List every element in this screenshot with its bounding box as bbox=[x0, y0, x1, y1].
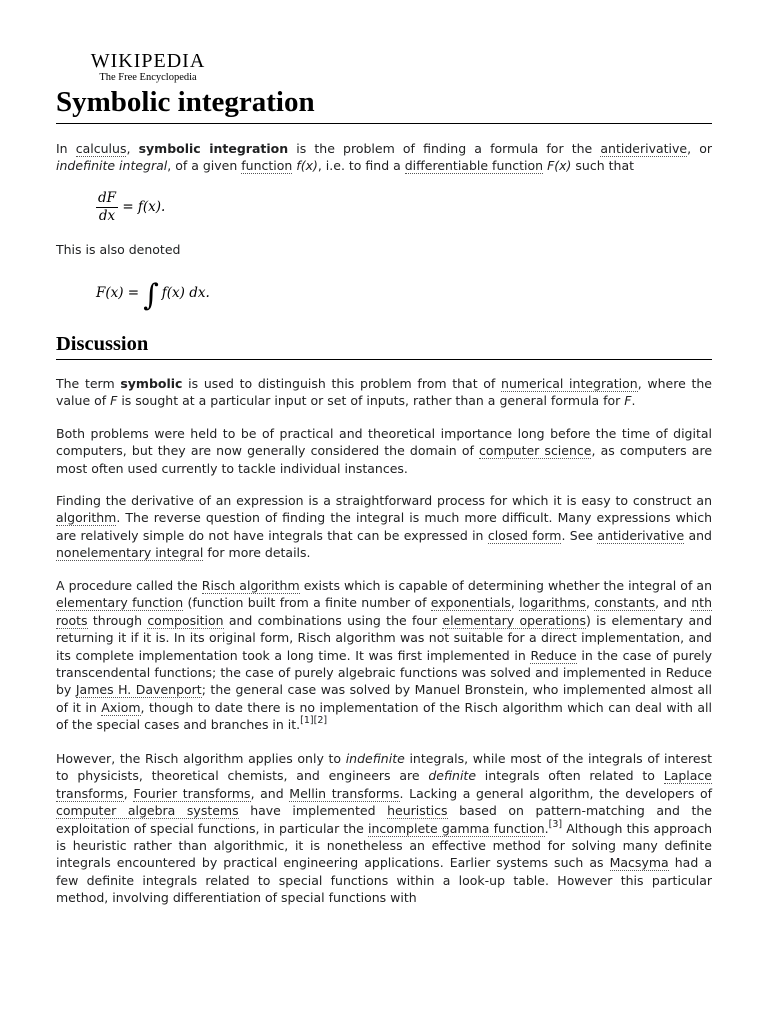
link-computer-science[interactable]: computer science bbox=[479, 443, 592, 459]
link-constants[interactable]: constants bbox=[594, 595, 656, 611]
link-calculus[interactable]: calculus bbox=[75, 141, 127, 156]
discussion-paragraph-3: Finding the derivative of an expression is a straightforward process for which it is easy to construct an algorithm. The reverse question of finding the integral is much more difficult. Many expressions which are relatively simple do not have integrals that can be expressed in closed form. See antiderivative and nonelementary integral for more details. bbox=[56, 493, 712, 561]
link-elementary-operations[interactable]: elementary operations bbox=[442, 612, 586, 628]
link-heuristics[interactable]: heuristics bbox=[387, 803, 448, 819]
wikipedia-logo[interactable] bbox=[78, 50, 218, 84]
link-james-davenport[interactable]: James H. Davenport bbox=[75, 682, 202, 698]
equation-derivative: $\frac{dF}{dx}$ = f(x). bbox=[98, 190, 166, 224]
link-mellin-transforms[interactable]: Mellin transforms bbox=[289, 785, 400, 801]
equation-integral: F(x) = ∫ f(x) dx. bbox=[96, 278, 210, 313]
logo-wordmark: WIKIPEDIA bbox=[90, 50, 206, 72]
link-macsyma[interactable]: Macsyma bbox=[609, 855, 669, 871]
reference-3[interactable]: [3] bbox=[548, 818, 563, 830]
discussion-paragraph-4: A procedure called the Risch algorithm exists which is capable of determining whether the integral of an elementary function (function built from a finite number of exponentials, logarithms, constants, and nth roots through composition and combinations using the four elementary operations) is elementary and returning it if it is. In its original form, Risch algorithm was not suitable for a direct implementation, and its complete implementation took a long time. It was first implemented in Reduce in the case of purely transcendental functions; the case of purely algebraic functions was solved and implemented in Reduce by James H. Davenport; the general case was solved by Manuel Bronstein, who implemented almost all of it in Axiom, though to date there is no implementation of the Risch algorithm which can deal with all of the special cases and branches in it.[1][2] bbox=[56, 578, 713, 733]
link-computer-algebra-systems[interactable]: computer algebra systems bbox=[56, 803, 239, 819]
link-laplace-transforms[interactable]: Laplace transforms bbox=[56, 768, 712, 801]
link-elementary-function[interactable]: elementary function bbox=[56, 595, 184, 611]
discussion-heading: Discussion bbox=[56, 331, 712, 360]
reference-2[interactable]: [2] bbox=[313, 715, 328, 727]
link-fourier-transforms[interactable]: Fourier transforms bbox=[133, 785, 251, 801]
link-nonelementary-integral[interactable]: nonelementary integral bbox=[56, 545, 204, 561]
link-exponentials[interactable]: exponentials bbox=[430, 595, 511, 611]
link-logarithms[interactable]: logarithms bbox=[519, 595, 586, 611]
link-incomplete-gamma-function[interactable]: incomplete gamma function bbox=[367, 820, 545, 836]
logo-tagline: The Free Encyclopedia bbox=[99, 72, 197, 83]
discussion-paragraph-1: The term symbolic is used to distinguish this problem from that of numerical integration, where the value of F is sought at a particular input or set of inputs, rather than a general formula for F. bbox=[56, 376, 712, 409]
denoted-text: This is also denoted bbox=[56, 242, 181, 257]
link-reduce[interactable]: Reduce bbox=[530, 647, 577, 663]
page-title: Symbolic integration bbox=[56, 84, 712, 124]
link-antiderivative[interactable]: antiderivative bbox=[600, 141, 688, 156]
intro-paragraph: In calculus, symbolic integration is the problem of finding a formula for the antiderivative, or indefinite integral, of a given function f(x), i.e. to find a differentiable function F(x) such that bbox=[56, 141, 713, 174]
link-numerical-integration[interactable]: numerical integration bbox=[501, 376, 638, 391]
link-risch-algorithm[interactable]: Risch algorithm bbox=[201, 578, 300, 593]
discussion-paragraph-2: Both problems were held to be of practical and theoretical importance long before the time of digital computers, but they are now generally considered the domain of computer science, as computers are most often used currently to tackle individual instances. bbox=[56, 426, 713, 476]
link-antiderivative-2[interactable]: antiderivative bbox=[597, 527, 685, 543]
link-algorithm[interactable]: algorithm bbox=[56, 510, 117, 526]
discussion-paragraph-5: However, the Risch algorithm applies only to indefinite integrals, while most of the integrals of interest to physicists, theoretical chemists, and engineers are definite integrals often related to Laplace transforms, Fourier transforms, and Mellin transforms. Lacking a general algorithm, the developers of computer algebra systems have implemented heuristics based on pattern-matching and the exploitation of special functions, in particular the incomplete gamma function.[3] Although this approach is heuristic rather than algorithmic, it is nonetheless an effective method for solving many definite integrals encountered by practical engineering applications. Earlier systems such as Macsyma had a few definite integrals related to special functions within a look-up table. However this particular method, involving differentiation of special functions with bbox=[56, 751, 713, 906]
link-axiom[interactable]: Axiom bbox=[101, 699, 141, 715]
reference-1[interactable]: [1] bbox=[300, 715, 314, 727]
link-function[interactable]: function bbox=[241, 158, 293, 174]
link-composition[interactable]: composition bbox=[147, 612, 224, 628]
link-closed-form[interactable]: closed form bbox=[487, 527, 562, 543]
link-differentiable-function[interactable]: differentiable function bbox=[404, 158, 544, 174]
link-nth-roots[interactable]: nth roots bbox=[56, 595, 712, 628]
